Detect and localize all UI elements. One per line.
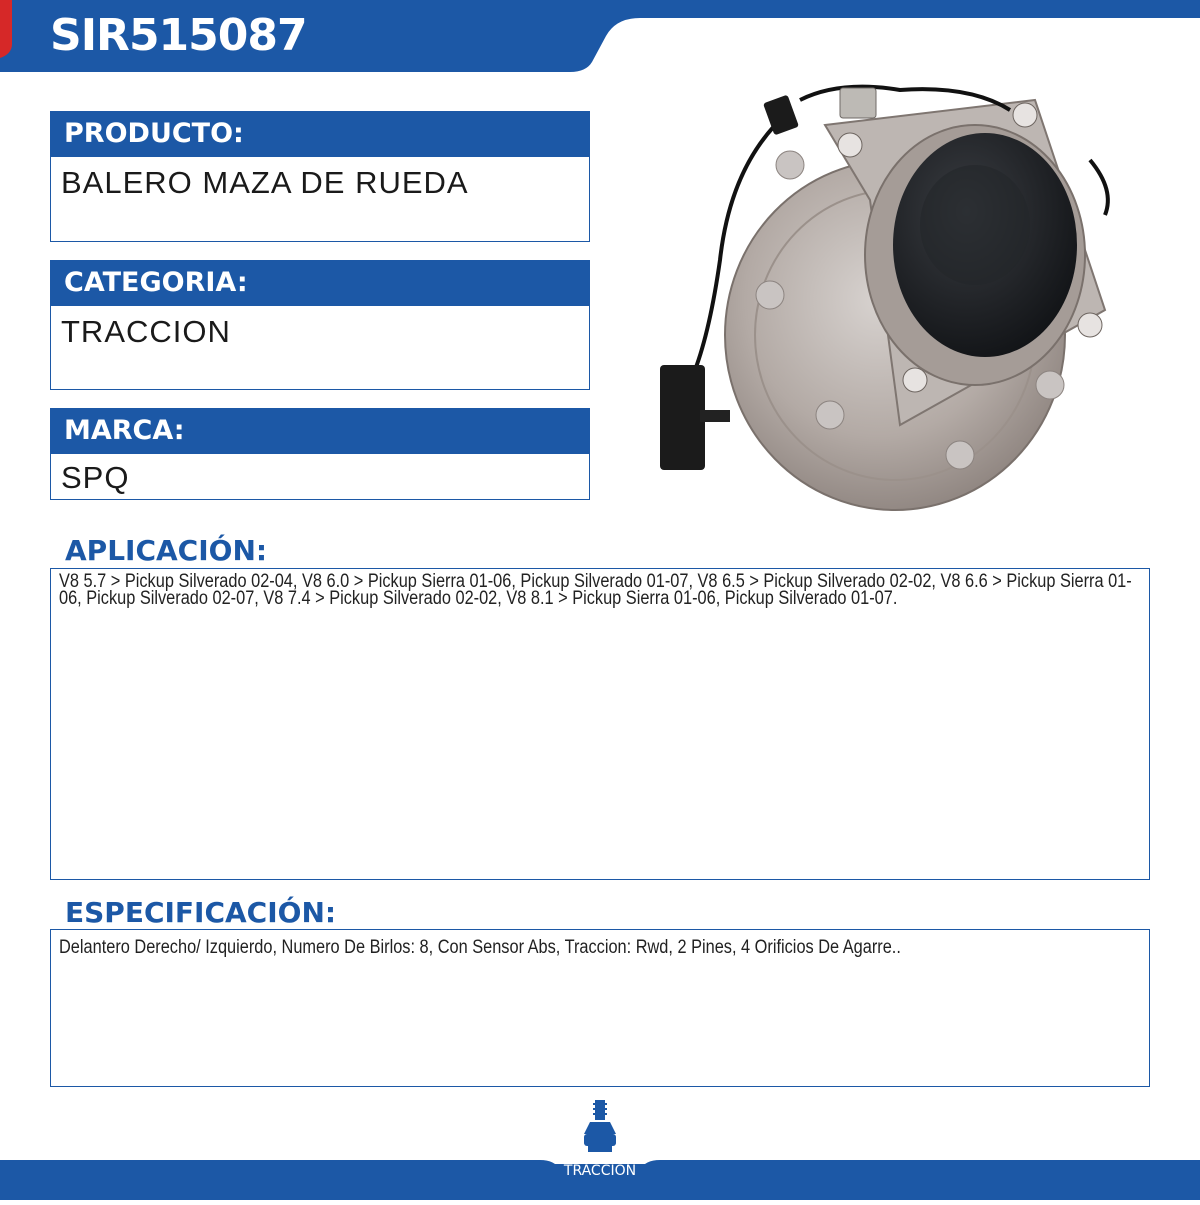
especificacion-box [50, 929, 1150, 1087]
producto-field [50, 111, 590, 242]
especificacion-heading: ESPECIFICACIÓN: [65, 896, 337, 929]
marca-value: SPQ [50, 454, 590, 500]
wheel-hub-image [640, 80, 1140, 520]
aplicacion-text: V8 5.7 > Pickup Silverado 02-04, V8 6.0 > Pickup Sierra 01-06, Pickup Silverado 01-07, V8 6.5 > Pickup Silverado 02-02, V8 6.6 > Pickup Sierra 01-06, Pickup Silverado 02-07, V8 7.4 > Pickup Silverado 02-02, V8 8.1 > Pickup Sierra 01-06, Pickup Silverado 01-07. [59, 571, 1132, 609]
aplicacion-box [50, 568, 1150, 880]
producto-label: PRODUCTO: [50, 111, 590, 157]
header-banner [0, 0, 1200, 72]
especificacion-text: Delantero Derecho/ Izquierdo, Numero De Birlos: 8, Con Sensor Abs, Traccion: Rwd, 2 Pines, 4 Orificios De Agarre.. [59, 937, 901, 958]
producto-value: BALERO MAZA DE RUEDA [50, 157, 590, 242]
marca-field [50, 408, 590, 500]
product-image [640, 80, 1140, 520]
categoria-field [50, 260, 590, 390]
categoria-label: CATEGORIA: [50, 260, 590, 306]
cv-joint-icon [578, 1098, 622, 1160]
categoria-value: TRACCION [50, 306, 590, 390]
aplicacion-heading: APLICACIÓN: [65, 534, 268, 567]
part-number-title: SIR515087 [50, 10, 307, 61]
traccion-badge-label: TRACCIÓN [563, 1163, 637, 1179]
marca-label: MARCA: [50, 408, 590, 454]
